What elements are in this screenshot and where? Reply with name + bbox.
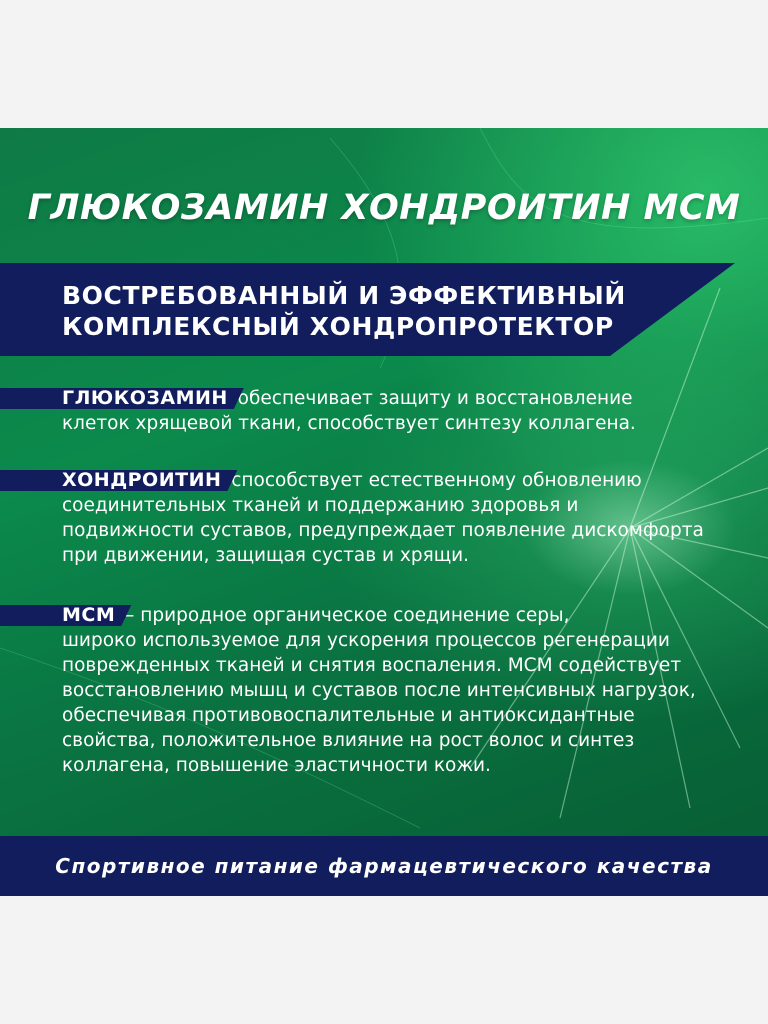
section-text: широко используемое для ускорения процессов регенерации поврежденных тканей и снятия воспаления. МСМ содействует восстановлению мышц и суставов после интенсивных нагрузок, обеспечивая противовоспалительные и антиоксидантные свойства, положительное влияние на рост волос и синтез коллагена, повышение эластичности кожи. bbox=[62, 630, 696, 776]
section-tag: ХОНДРОИТИН bbox=[62, 468, 225, 493]
product-title: ГЛЮКОЗАМИН ХОНДРОИТИН МСМ bbox=[27, 188, 741, 228]
footer-bar bbox=[0, 836, 768, 896]
banner-line-2: КОМПЛЕКСНЫЙ ХОНДРОПРОТЕКТОР bbox=[62, 312, 614, 341]
footer-slogan: Спортивное питание фармацевтического качества bbox=[55, 854, 713, 878]
section-glucosamine bbox=[62, 386, 712, 436]
section-text: соединительных тканей и поддержанию здоровья и подвижности суставов, предупреждает появление дискомфорта при движении, защищая сустав и хрящи. bbox=[62, 495, 704, 566]
section-first-line: – природное органическое соединение серы, bbox=[119, 605, 570, 626]
section-msm bbox=[62, 603, 712, 778]
section-first-line: обеспечивает защиту и восстановление bbox=[231, 388, 633, 409]
section-tag: МСМ bbox=[62, 603, 119, 628]
product-info-card bbox=[0, 128, 768, 896]
banner-line-1: ВОСТРЕБОВАННЫЙ И ЭФФЕКТИВНЫЙ bbox=[62, 281, 626, 310]
section-first-line: способствует естественному обновлению bbox=[225, 470, 642, 491]
banner-text bbox=[62, 280, 702, 342]
section-text: клеток хрящевой ткани, способствует синтезу коллагена. bbox=[62, 413, 636, 434]
section-chondroitin bbox=[62, 468, 712, 568]
section-tag: ГЛЮКОЗАМИН bbox=[62, 386, 232, 411]
